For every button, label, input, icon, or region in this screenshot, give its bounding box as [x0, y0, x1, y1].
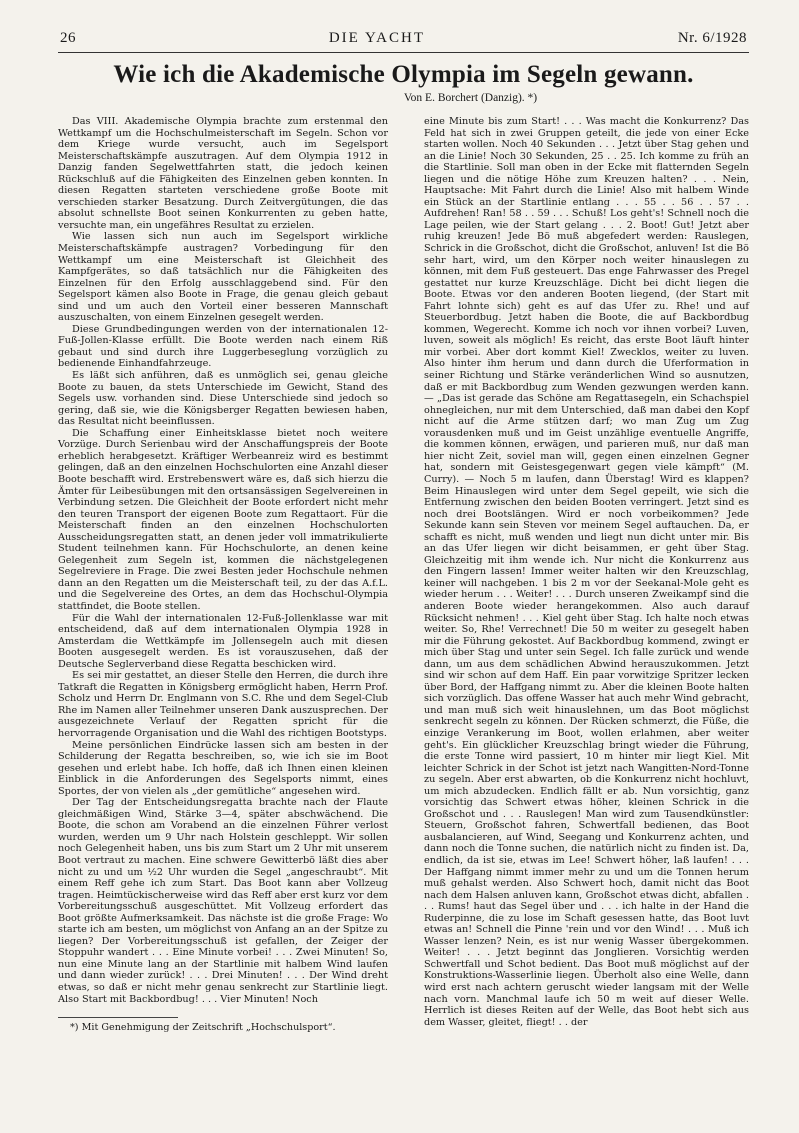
- page-number: 26: [60, 30, 76, 46]
- paragraph: Es sei mir gestattet, an dieser Stelle den Herren, die durch ihre Tatkraft die Regatten in Königsberg ermöglicht haben, Herrn Prof. Scholz und Herrn Dr. Englmann von S.C. Rhe und dem Segel-Club Rhe im Namen aller Teilnehmer unseren Dank auszusprechen. Der ausgezeichnete Verlauf der Regatten spricht für die hervorragende Organisation und die Wahl des richtigen Bootstyps.: [58, 670, 388, 739]
- paragraph: eine Minute bis zum Start! . . . Was macht die Konkurrenz? Das Feld hat sich in zwei Gruppen geteilt, die jede von einer Ecke starten wollen. Noch 40 Sekunden . . . Jetzt über Stag gehen und an die Linie! Noch 30 Sekunden, 25 . . 25. Ich komme zu früh an die Startlinie. Soll man oben in der Ecke mit flatternden Segeln liegen und die nötige Höhe zum Kreuzen halten? . . . Nein, Hauptsache: Mit Fahrt durch die Linie! Also mit halbem Winde ein Stück an der Startlinie entlang . . . 55 . . 56 . . 57 . . Aufdrehen! Ran! 58 . . 59 . . . Schuß! Los geht's! Schnell noch die Lage peilen, wie der Start gelang . . . 2. Boot! Gut! Jetzt aber ruhig kreuzen! Jede Bö muß abgefedert werden: Rauslegen, Schrick in die Großschot, dicht die Großschot, anluven! Ist die Bö sehr hart, wird, um den Körper noch weiter hinauslegen zu können, mit dem Fuß gesteuert. Das enge Fahrwasser des Pregel gestattet nur kurze Kreuzschläge. Dicht bei dicht liegen die Boote. Etwas vor den anderen Booten liegend, (der Start mit Fahrt lohnte sich) geht es auf das Ufer zu. Rhe! und auf Steuerbordbug. Jetzt haben die Boote, die auf Backbordbug kommen, Wegerecht. Komme ich noch vor ihnen vorbei? Luven, luven, soweit als möglich! Es reicht, das erste Boot läuft hinter mir vorbei. Aber dort kommt Kiel! Zwecklos, weiter zu luven. Also hinter ihm herum und dann durch die Uferformation in seiner Richtung und Stärke veränderlichen Wind so ausnutzen, daß er mit Backbordbug zum Wenden gezwungen werden kann. — „Das ist gerade das Schöne am Regattasegeln, ein Schachspiel ohnegleichen, nur mit dem Unterschied, daß man dabei den Kopf nicht auf die Arme stützen darf; wo man Zug um Zug vorausdenken muß und im Geist unzählige eventuelle Angriffe, die kommen können, erwägen, und parieren muß, nur daß man hier nicht Zeit, soviel man will, gegen einen einzelnen Gegner hat, sondern mit Geistesgegenwart gegen viele kämpft“ (M. Curry). — Noch 5 m laufen, dann Überstag! Wird es klappen? Beim Hinauslegen wird unter dem Segel gepeilt, wie sich die Entfernung zwischen den beiden Booten verringert. Jetzt sind es noch drei Bootslängen. Wird er noch vorbeikommen? Jede Sekunde kann sein Steven vor meinem Segel auftauchen. Da, er schafft es nicht, muß wenden und liegt nun dicht unter mir. Bis an das Ufer liegen wir dicht beisammen, er geht über Stag. Gleichzeitig mit ihm wende ich. Nur nicht die Konkurrenz aus den Fingern lassen! Immer weiter halten wir den Kreuzschlag, keiner will nachgeben. 1 bis 2 m vor der Seekanal-Mole geht es wieder herum . . . Weiter! . . . Durch unseren Zweikampf sind die anderen Boote wieder herangekommen. Also auch darauf Rücksicht nehmen! . . . Kiel geht über Stag. Ich halte noch etwas weiter. So, Rhe! Verrechnet! Die 50 m weiter zu gesegelt haben mir die Führung gekostet. Auf Backbordbug kommend, zwingt er mich über Stag und unter sein Segel. Ich falle zurück und wende dann, um aus dem schädlichen Abwind herauszukommen. Jetzt sind wir schon auf dem Haff. Ein paar vorwitzige Spritzer lecken über Bord, der Haffgang nimmt zu. Aber die kleinen Boote halten sich vorzüglich. Das offene Wasser hat auch mehr Wind gebracht, und man muß sich weit hinauslehnen, um das Boot möglichst senkrecht segeln zu können. Der Rücken schmerzt, die Füße, die einzige Verankerung im Boot, wollen erlahmen, aber weiter geht's. Ein glücklicher Kreuzschlag bringt wieder die Führung, die erste Tonne wird passiert, 10 m hinter mir liegt Kiel. Mit leichter Schrick in der Schot ist jetzt nach Wangitten-Nord-Tonne zu segeln. Aber erst abwarten, ob die Konkurrenz nicht hochluvt, um mich abzudecken. Endlich fällt er ab. Nun vorsichtig, ganz vorsichtig das Schwert etwas höher, kleinen Schrick in die Großschot und . . . Rauslegen! Man wird zum Tausendkünstler: Steuern, Großschot fahren, Schwertfall bedienen, das Boot ausbalancieren, auf Wind, Seegang und Konkurrenz achten, und dann noch die Tonne suchen, die natürlich nicht zu finden ist. Da, endlich, da ist sie, etwas im Lee! Schwert höher, laß laufen! . . . Der Haffgang nimmt immer mehr zu und um die Tonnen herum muß gehalst werden. Also Schwert hoch, damit nicht das Boot nach dem Halsen anluven kann, Großschot etwas dicht, abfallen . . . Rums! haut das Segel über und . . . ich halte in der Hand die Ruderpinne, die zu lose im Schaft gesessen hatte, das Boot luvt etwas an! Schnell die Pinne 'rein und vor den Wind! . . . Muß ich Wasser lenzen? Nein, es ist nur wenig Wasser übergekommen. Weiter! . . . Jetzt beginnt das Jonglieren. Vorsichtig werden Schwertfall und Schot bedient. Das Boot muß möglichst auf der Konstruktions-Wasserlinie liegen. Überholt also eine Welle, dann wird erst nach achtern geruscht wieder langsam mit der Welle nach vorn. Manchmal laufe ich 50 m weit auf dieser Welle. Herrlich ist dieses Reiten auf der Welle, das Boot hebt sich aus dem Wasser, gleitet, fliegt! . . der: [424, 116, 749, 1028]
- paragraph: Das VIII. Akademische Olympia brachte zum erstenmal den Wettkampf um die Hochschulmeisterschaft im Segeln. Schon vor dem Kriege wurde versucht, auch im Segelsport Meisterschaftskämpfe auszutragen. Auf dem Olympia 1912 in Danzig fanden Segelwettfahrten statt, die jedoch keinen Rückschluß auf die Fähigkeiten des Einzelnen geben konnten. In diesen Regatten starteten verschiedene große Boote mit verschieden starker Besatzung. Durch Zeitvergütungen, die das absolut schnellste Boot seinen Konkurrenten zu geben hatte, versuchte man, ein ungefähres Resultat zu erzielen.: [58, 116, 388, 231]
- paragraph: Es läßt sich anführen, daß es unmöglich sei, genau gleiche Boote zu bauen, da stets Unterschiede im Gewicht, Stand des Segels usw. vorhanden sind. Diese Unterschiede sind jedoch so gering, daß sie, wie die Königsberger Regatten bewiesen haben, das Resultat nicht beeinflussen.: [58, 370, 388, 428]
- footnote-rule: [58, 1017, 178, 1018]
- article-byline: Von E. Borchert (Danzig). *): [403, 92, 538, 104]
- right-column: [424, 116, 749, 1028]
- issue-number: Nr. 6/1928: [677, 30, 747, 46]
- footnote: *) Mit Genehmigung der Zeitschrift „Hochschulsport“.: [70, 1022, 336, 1033]
- paragraph: Für die Wahl der internationalen 12-Fuß-Jollenklasse war mit entscheidend, daß auf dem internationalen Olympia 1928 in Amsterdam die Wettkämpfe im Jollensegeln auch mit diesen Booten ausgesegelt werden. Es ist vorauszusehen, daß der Deutsche Seglerverband diese Regatta beschicken wird.: [58, 612, 388, 670]
- paragraph: Diese Grundbedingungen werden von der internationalen 12-Fuß-Jollen-Klasse erfüllt. Die Boote werden nach einem Riß gebaut und sind durch ihre Luggerbeseglung vorzüglich zu bedienende Einhandfahrzeuge.: [58, 323, 388, 370]
- paragraph: Die Schaffung einer Einheitsklasse bietet noch weitere Vorzüge. Durch Serienbau wird der Anschaffungspreis der Boote erheblich herabgesetzt. Kräftiger Werbeanreiz wird es bestimmt gelingen, daß an den einzelnen Hochschulorten eine Anzahl dieser Boote beschafft wird. Erstrebenswert wäre es, daß sich hierzu die Ämter für Leibesübungen mit den ortsansässigen Segelvereinen in Verbindung setzen. Die Gleichheit der Boote erfordert nicht mehr den teuren Transport der eigenen Boote zum Regattaort. Für die Meisterschaft finden an den einzelnen Hochschulorten Ausscheidungsregatten statt, an denen jeder voll immatrikulierte Student teilnehmen kann. Für Hochschulorte, an denen keine Gelegenheit zum Segeln ist, kommen die nächstgelegenen Segelreviere in Frage. Die zwei Besten jeder Hochschule nehmen dann an den Regatten um die Meisterschaft teil, zu der das A.f.L. und die Segelvereine des Ortes, an dem das Hochschul-Olympia stattfindet, die Boote stellen.: [58, 427, 388, 612]
- running-head: [60, 30, 747, 47]
- left-column: [58, 116, 388, 1005]
- article-title: Wie ich die Akademische Olympia im Segeln gewann.: [113, 61, 694, 88]
- paragraph: Der Tag der Entscheidungsregatta brachte nach der Flaute gleichmäßigen Wind, Stärke 3—4, später abschwächend. Die Boote, die schon am Vorabend an die einzelnen Führer verlost wurden, werden um 9 Uhr nach Holstein geschleppt. Wir sollen noch Gelegenheit haben, uns bis zum Start um 2 Uhr mit unserem Boot vertraut zu machen. Eine schwere Gewitterbö läßt dies aber nicht zu und um ½2 Uhr wurden die Segel „angeschraubt“. Mit einem Reff gehe ich zum Start. Das Boot kann aber Vollzeug tragen. Heimtückischerweise wird das Reff aber erst kurz vor dem Vorbereitungsschuß ausgeschüttet. Mit Vollzeug erfordert das Boot größte Aufmerksamkeit. Das nächste ist die große Frage: Wo starte ich am besten, um möglichst von Anfang an an der Spitze zu liegen? Der Vorbereitungsschuß ist gefallen, der Zeiger der Stoppuhr wandert . . . Eine Minute vorbei! . . . Zwei Minuten! So, nun eine Minute lang an der Startlinie mit halbem Wind laufen und dann wieder zurück! . . . Drei Minuten! . . . Der Wind dreht etwas, so daß er nicht mehr genau senkrecht zur Startlinie liegt. Also Start mit Backbordbug! . . . Vier Minuten! Noch: [58, 797, 388, 1005]
- paragraph: Meine persönlichen Eindrücke lassen sich am besten in der Schilderung der Regatta beschreiben, so, wie ich sie im Boot gesehen und erlebt habe. Ich hoffe, daß ich Ihnen einen kleinen Einblick in die Anforderungen des Segelsports nimmt, eines Sportes, der von vielen als „der gemütliche“ angesehen wird.: [58, 739, 388, 797]
- paragraph: Wie lassen sich nun auch im Segelsport wirkliche Meisterschaftskämpfe austragen? Vorbedingung für den Wettkampf um eine Meisterschaft ist Gleichheit des Kampfgerätes, so daß tatsächlich nur die Fähigkeiten des Einzelnen für den Erfolg ausschlaggebend sind. Für den Segelsport kämen also Boote in Frage, die genau gleich gebaut sind und um auch den Vorteil einer besseren Mannschaft auszuschalten, von einem Einzelnen gesegelt werden.: [58, 231, 388, 324]
- header-rule: [58, 52, 749, 53]
- journal-title: DIE YACHT: [328, 30, 425, 46]
